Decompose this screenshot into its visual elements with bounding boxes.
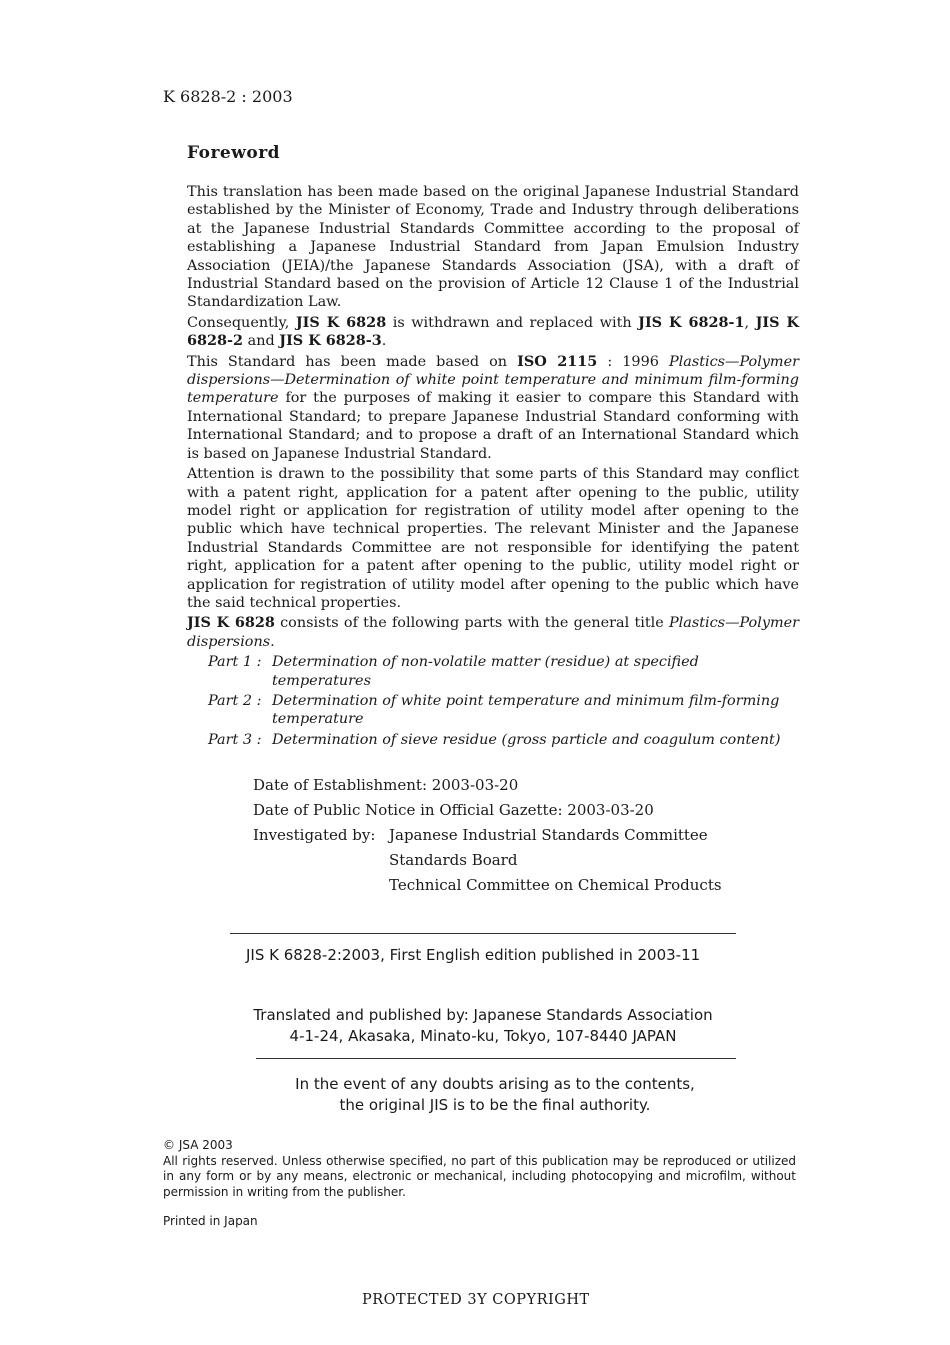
divider: [256, 1058, 736, 1059]
protected-by-copyright-mark: PROTECTED 3Y COPYRIGHT: [362, 1292, 590, 1308]
investigator-line: Standards Board: [389, 851, 518, 869]
part-label: Part 2 :: [208, 692, 262, 709]
text-run: is withdrawn and replaced with: [386, 314, 639, 331]
part-title: Determination of sieve residue (gross particle and coagulum content): [272, 731, 781, 748]
text-run: Consequently,: [187, 314, 296, 331]
authority-line: the original JIS is to be the final authority.: [339, 1096, 651, 1114]
investigated-by-row: [253, 823, 773, 848]
establishment-details: [253, 773, 773, 898]
edition-statement: JIS K 6828-2:2003, First English edition published in 2003-11: [246, 946, 701, 964]
text-run: This Standard has been made based on: [187, 353, 518, 370]
date-of-public-notice: Date of Public Notice in Official Gazette: 2003-03-20: [253, 801, 654, 819]
investigated-by-label: Investigated by:: [253, 826, 376, 844]
standard-title: Plastics—Polymer dispersions: [187, 615, 799, 650]
copyright-line: © JSA 2003: [163, 1138, 233, 1152]
list-item: [187, 731, 799, 749]
publisher-line: Translated and published by: Japanese Standards Association: [253, 1006, 713, 1024]
standard-ref: JIS K 6828: [187, 614, 275, 632]
text-run: consists of the following parts with the general title: [274, 615, 669, 632]
parts-list: [187, 653, 799, 749]
authority-notice: [230, 1074, 760, 1116]
divider: [230, 933, 736, 934]
paragraph-1: This translation has been made based on the original Japanese Industrial Standard established by the Minister of Economy, Trade and Industry through deliberations at the Japanese Industrial Standards Committee according to the proposal of establishing a Japanese Industrial Standard from Japan Emulsion Industry Association (JEIA)/the Japanese Standards Association (JSA), with a draft of Industrial Standard based on the provision of Article 12 Clause 1 of the Industrial Standardization Law.: [187, 184, 799, 311]
standard-ref: JIS K 6828-3: [279, 332, 382, 350]
part-label: Part 1 :: [208, 654, 262, 671]
text-run: ,: [744, 314, 756, 331]
publisher-block: [230, 1005, 736, 1047]
publisher-address: 4-1-24, Akasaka, Minato-ku, Tokyo, 107-8440 JAPAN: [289, 1027, 677, 1045]
text-run: and: [243, 333, 280, 350]
paragraph-2: [187, 314, 799, 351]
authority-line: In the event of any doubts arising as to the contents,: [295, 1075, 695, 1093]
investigator-line: Technical Committee on Chemical Products: [389, 876, 722, 894]
standard-ref: JIS K 6828: [295, 313, 387, 331]
paragraph-5: [187, 614, 799, 651]
text-run: .: [381, 333, 387, 350]
standard-title: Plastics—Polymer dispersions—Determination of white point temperature and minimum film-forming temperature: [187, 353, 799, 407]
printed-in: Printed in Japan: [163, 1214, 258, 1228]
paragraph-3: [187, 353, 799, 463]
part-label: Part 3 :: [208, 731, 262, 748]
rights-notice: All rights reserved. Unless otherwise specified, no part of this publication may be reproduced or utilized in any form or by any means, electronic or mechanical, including photocopying and microfilm, without permission in writing from the publisher.: [163, 1153, 796, 1199]
copyright-block: [163, 1138, 796, 1200]
list-item: [187, 653, 799, 690]
foreword-heading: Foreword: [187, 143, 281, 163]
standard-ref: JIS K 6828-2: [187, 313, 800, 350]
part-title: Determination of white point temperature and minimum film-forming temperature: [272, 692, 780, 728]
date-of-establishment: Date of Establishment: 2003-03-20: [253, 776, 519, 794]
text-run: .: [270, 633, 275, 650]
investigator-line: Japanese Industrial Standards Committee: [389, 826, 708, 844]
text-run: : 1996: [597, 353, 669, 370]
standard-ref: ISO 2115: [517, 352, 598, 370]
foreword-body: [187, 183, 799, 751]
standard-ref: JIS K 6828-1: [638, 313, 745, 331]
paragraph-4: Attention is drawn to the possibility that some parts of this Standard may conflict with a patent right, application for a patent after opening to the public, utility model right or application for registration of utility model after opening to the public which have technical properties. The relevant Minister and the Japanese Industrial Standards Committee are not responsible for identifying the patent right, application for a patent after opening to the public, utility model right or application for registration of utility model after opening to the public which have the said technical properties.: [187, 466, 799, 611]
part-title: Determination of non-volatile matter (residue) at specified temperatures: [272, 654, 699, 689]
list-item: [187, 692, 799, 729]
text-run: for the purposes of making it easier to compare this Standard with International Standard; to prepare Japanese Industrial Standard conforming with International Standard; and to propose a draft of an International Standard which is based on Japanese Industrial Standard.: [187, 390, 799, 462]
standard-code: K 6828-2 : 2003: [163, 87, 293, 106]
